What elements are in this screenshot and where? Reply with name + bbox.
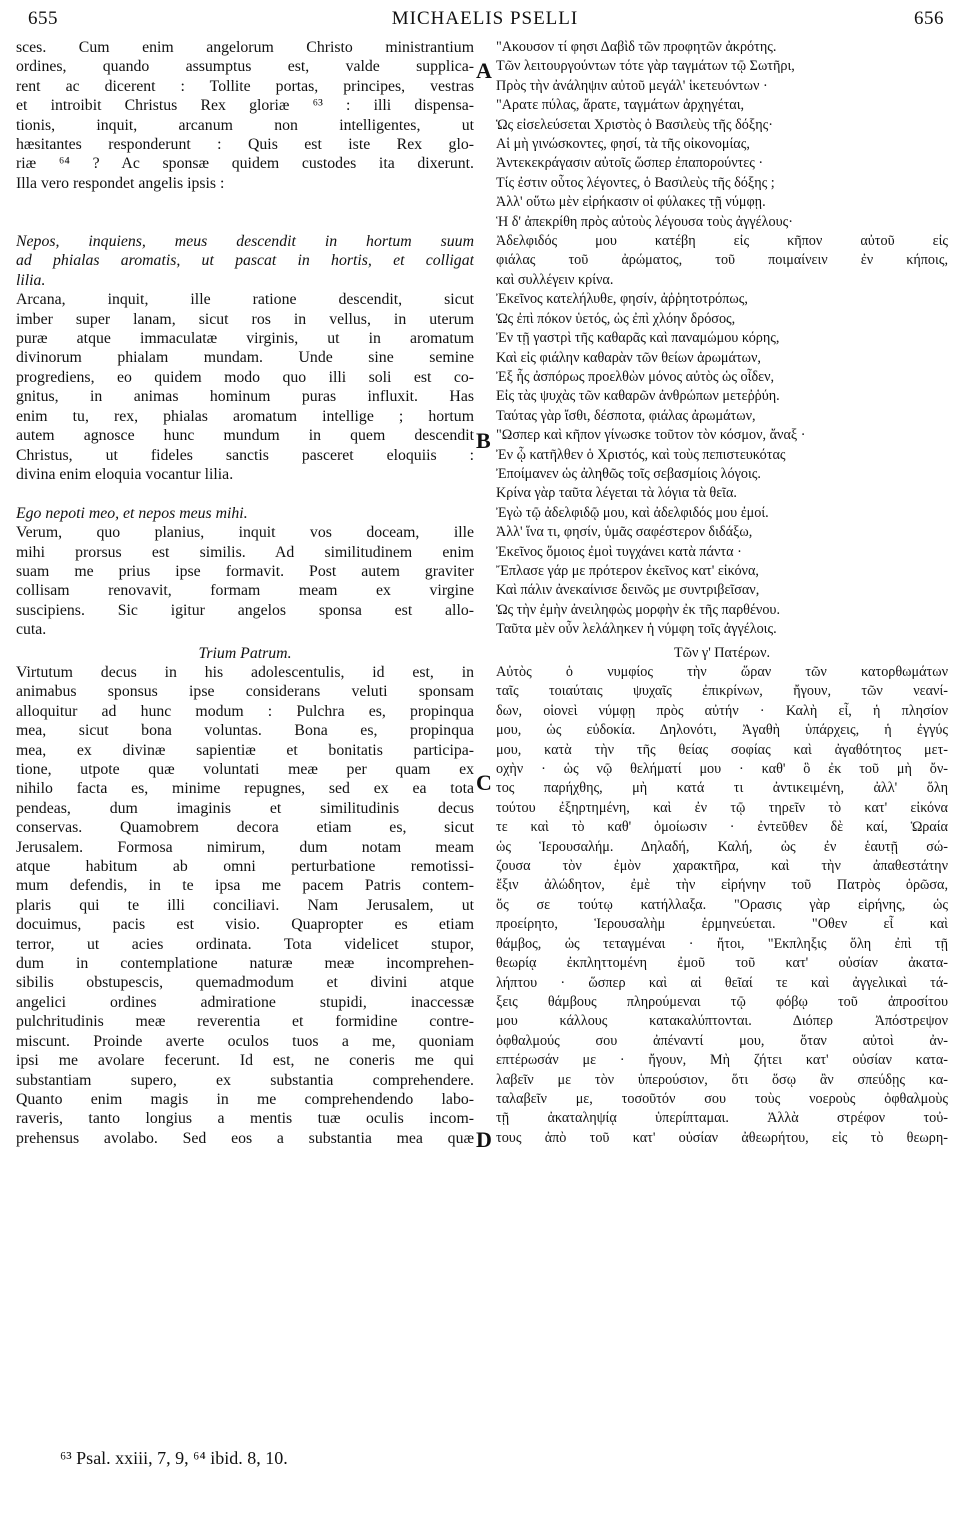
greek-line: Πρὸς τὴν ἀνάληψιν αὐτοῦ μεγάλ' ἱκετευόντων · [496, 77, 768, 94]
greek-line: επτέρωσάν με · ἤγουν, Μὴ ζήτει κατ' οὐσίαν κατα- [496, 1052, 948, 1069]
latin-line: alloquitur ad hunc modum : Pulchra es, propinqua [16, 702, 474, 720]
greek-line: Ἐκεῖνος ὅμοιος ἐμοὶ τυγχάνει κατὰ πάντα · [496, 543, 742, 560]
greek-line: μου κάλλους κατακαλύπτονται. Διόπερ Ἀπόστρεψον [496, 1013, 948, 1030]
latin-line: Illa vero respondet angelis ipsis : [16, 174, 225, 192]
latin-line: atque habitum ab omni perturbatione remotissi- [16, 858, 474, 876]
greek-line: Ἀλλ' ἵνα τι, φησίν, ὑμᾶς σαφέστερον διδάξω, [496, 524, 753, 541]
footnote: ⁶³ Psal. xxiii, 7, 9, ⁶⁴ ibid. 8, 10. [60, 1448, 288, 1468]
page-header [18, 8, 952, 34]
latin-column [16, 38, 474, 1148]
latin-line: pulchritudinis meæ reverentia et formidine contre- [16, 1013, 474, 1031]
latin-line: Jerusalem. Formosa nimirum, dum notam meam [16, 838, 474, 856]
latin-line: riæ ⁶⁴ ? Ac sponsæ quidem custodes ita dixerunt. [16, 155, 474, 173]
latin-line: mea, ex divinæ sapientiæ et bonitatis participa- [16, 741, 474, 759]
running-title: MICHAELIS PSELLI [391, 8, 579, 29]
latin-line: docuimus, pacis est visio. Quapropter es etiam [16, 916, 474, 934]
greek-line: ταῖς τοιαύταις ψυχαῖς ἐπικρίνων, ἤγουν, τῶν νεανί- [496, 683, 948, 700]
section-heading: Trium Patrum. [198, 644, 292, 662]
latin-line: progrediens, eo quidem modo quo illi soli est co- [16, 368, 474, 386]
greek-line: "Ακουσον τί φησι Δαβὶδ τῶν προφητῶν ἀκρότης. [496, 39, 777, 55]
latin-line: conservas. Quamobrem decora etiam es, sicut [16, 819, 474, 837]
greek-line: Τῶν λειτουργούντων τότε γὰρ ταγμάτων τῷ Σωτῆρι, [496, 58, 795, 75]
latin-line: angelici ordines admiratione stupidi, inaccessæ [16, 993, 474, 1011]
greek-line: ὅς σε τούτῳ κατήλλαξα. "Ορασις γὰρ εἰρήνης, ὡς [496, 896, 948, 913]
greek-line: Ταύτας γὰρ ἴσθι, δέσποτα, φιάλας ἀρωμάτων, [496, 407, 756, 424]
latin-line: dum in contemplatione naturæ meæ incomprehen- [16, 955, 474, 973]
latin-line: ipsi me avolare fecerunt. Id est, ne coneris me qui [16, 1052, 474, 1070]
latin-line: Ego nepoti meo, et nepos meus mihi. [16, 504, 248, 522]
greek-line: ὡς Ἱερουσαλήμ. Δηλαδή, Καλή, ὡς ἐν ἑαυτῇ σώ- [496, 838, 948, 855]
latin-line: mea, sicut bona voluntas. Bona es, propinqua [16, 722, 474, 740]
greek-line: Ἐξ ἧς ἀσπόρως προελθὼν μόνος αὐτὸς ὡς οἶδεν, [496, 368, 775, 385]
latin-line: tione, utpote quæ voluntati meæ per quam ex [16, 761, 474, 778]
greek-line: Ἀδελφιδός μου κατέβη εἰς κῆπον αὐτοῦ εἰς [496, 233, 948, 250]
latin-line: et introibit Christus Rex gloriæ ⁶³ : illi dispensa- [16, 97, 474, 115]
latin-line: enim tu, rex, phialas aromatum intellige ; hortum [16, 407, 474, 425]
greek-line: Αἱ μὴ γινώσκοντες, φησί, τὰ τῆς οἰκονομίας, [496, 136, 750, 153]
greek-line: Εἰς τὰς ψυχὰς τῶν καθαρῶν ἀνθρώπων μετεῤῥύη. [496, 388, 780, 405]
greek-line: Ταῦτα μὲν οὖν λελάληκεν ἡ νύμφη τοῖς ἀγγέλοις. [496, 621, 777, 638]
greek-line: ξεις θάμβους πληρούμεναι τῷ φόβῳ τοῦ ἀπροσίτου [496, 993, 948, 1010]
greek-line: Ἡ δ' ἀπεκρίθη πρὸς αὐτοὺς λέγουσα τοὺς ἀγγέλους· [496, 213, 793, 230]
greek-line: Ἀλλ' οὕτω μὲν εἰρήκασιν οἱ φύλακες τῇ νύμφῃ. [496, 194, 766, 211]
greek-line: Ὡς τὴν ἐμὴν ἀνειληφὼς μορφὴν ἐκ τῆς παρθένου. [496, 601, 780, 618]
greek-line: φιάλας τοῦ ἀρώματος, τοῦ ποιμαίνειν ἐν κήποις, [496, 252, 948, 269]
latin-line: suam me prius ipse formavit. Post autem graviter [16, 562, 474, 580]
latin-line: rent ac dicerent : Tollite portas, principes, vestras [16, 77, 474, 95]
greek-line: τῇ ἀκαταληψίᾳ ὑπερίπταμαι. Ἀλλὰ στρέφον τοὐ- [496, 1110, 948, 1127]
latin-line: collisam renovavit, formam meam ex virgine [16, 582, 474, 600]
latin-line: Verum, quo planius, inquit vos doceam, ille [16, 524, 474, 542]
greek-line: τούτου ἐξηρτημένη, καὶ ἐν τῷ τηρεῖν τὸ κατ' εἰκόνα [496, 799, 948, 816]
latin-line: nihilo facta es, minime repugnes, sed ex ea tota [16, 780, 474, 798]
margin-marker-b: B [476, 428, 491, 453]
greek-line: Ἐκεῖνος κατελήλυθε, φησίν, ἀῤῥητοτρόπως, [496, 291, 748, 308]
latin-line: puræ atque immaculatæ virginis, ut in aromatum [16, 330, 474, 348]
latin-line: miscunt. Proinde averte oculos tuos a me, quoniam [16, 1032, 474, 1050]
latin-line: Quanto enim magis in me comprehendendo labo- [16, 1090, 474, 1108]
greek-line: Ἀντεκεκράγασιν αὐτοῖς ὥσπερ ἐπαπορούντες · [496, 155, 764, 172]
greek-line: Κρίνα γὰρ ταῦτα λέγεται τὰ λόγια τὰ θεῖα. [496, 485, 737, 502]
greek-line: λήπτου · ὥσπερ καὶ αἱ θεῖαί τε καὶ ἀγγελικαὶ τά- [496, 974, 948, 991]
latin-line: suscipiens. Sic igitur angelos sponsa est allo- [16, 601, 474, 619]
greek-line: Ἐν τῇ γαστρὶ τῆς καθαρᾶς καὶ παναμώμου κόρης, [496, 330, 780, 347]
greek-line: Ὡς εἰσελεύσεται Χριστὸς ὁ Βασιλεὺς τῆς δόξης· [496, 116, 773, 133]
latin-line: plaris qui te illi conciliavi. Nam Jerusalem, ut [16, 896, 474, 914]
greek-line: ταλαβεῖν με, τοσοῦτόν σου τοὺς νοεροὺς ὀφθαλμοὺς [496, 1090, 948, 1107]
greek-line: οχὴν · ὡς νῷ θελήματί μου · καθ' ὃ ἐκ τοῦ μὴ ὄν- [496, 761, 948, 778]
greek-line: καὶ συλλέγειν κρίνα. [496, 271, 614, 288]
latin-line: gnitus, in animas hominum puras influxit. Has [16, 388, 474, 406]
margin-marker-c: C [476, 770, 492, 795]
greek-line: μου, κατὰ τὴν τῆς θείας σοφίας καὶ ἀγαθότητος μετ- [496, 741, 948, 758]
latin-line: Nepos, inquiens, meus descendit in hortum suum [16, 233, 474, 251]
latin-line: Christus, ut fideles sanctis pasceret eloquiis : [16, 446, 474, 464]
greek-line: Αὐτὸς ὁ νυμφίος τὴν ὥραν τῶν κατορθωμάτων [496, 664, 948, 680]
greek-line: Ὡς ἐπὶ πόκον ὑετός, ὡς ἐπὶ χλόην δρόσος, [496, 310, 736, 327]
greek-line: Τίς ἐστιν οὗτος λέγοντες, ὁ Βασιλεὺς τῆς δόξης ; [496, 174, 775, 191]
latin-line: prehensus avolabo. Sed eos a substantia mea quæ [16, 1129, 474, 1147]
latin-line: divinorum phialam mundam. Unde sine semine [16, 349, 474, 367]
latin-line: raveris, tanto longius a mentis tuæ oculis incom- [16, 1110, 474, 1128]
greek-line: Ἐγὼ τῷ ἀδελφιδῷ μου, καὶ ἀδελφιδός μου ἐμοί. [496, 504, 769, 521]
greek-line: τος παρήχθης, μὴ κατά τι ἀντικειμένη, ἀλλ' ὅλη [496, 780, 948, 797]
latin-line: divina enim eloquia vocantur lilia. [16, 465, 234, 483]
latin-line: Virtutum decus in his adolescentulis, id est, in [16, 663, 474, 681]
greek-line: μου, ὡς εὐδοκία. Δηλονότι, Ἀγαθὴ ὑπάρχεις, ἡ ἐγγύς [496, 722, 948, 739]
latin-line: animabus sponsus ipse considerans veluti sponsam [16, 683, 474, 701]
greek-line: Ἐν ᾧ κατῆλθεν ὁ Χριστός, καὶ τοὺς πεπιστευκότας [496, 446, 786, 463]
latin-line: Arcana, inquit, ille ratione descendit, sicut [16, 291, 474, 309]
greek-line: ἕξιν ἀλώδητον, ἐμὲ τὴν εἰρήνην τοῦ Πατρὸς ὁρῶσα, [496, 877, 948, 894]
greek-line: Καὶ πάλιν ἀνεκαίνισε δεινῶς με συντριβεῖσαν, [496, 582, 760, 599]
latin-line: cuta. [16, 621, 47, 639]
greek-line: θεωρίᾳ ἐκπληττομένη ἐμοῦ τοῦ κατ' οὐσίαν ἀκατα- [496, 955, 948, 972]
section-heading: Τῶν γ' Πατέρων. [673, 644, 771, 661]
greek-line: Καὶ εἰς φιάλην καθαρὰν τῶν θείων ἀρωμάτων, [496, 349, 761, 366]
latin-line: terror, ut acies ordinata. Tota videlicet stupor, [16, 935, 474, 953]
greek-line: Ἐποίμανεν ὡς ἀληθῶς τοῖς σεβασμίοις λόγοις. [496, 465, 761, 482]
greek-line: δων, οἱονεὶ νύμφῃ πρὸς αὐτήν · Καλὴ εἶ, ἡ πλησίον [496, 702, 948, 719]
latin-line: sibilis obstupescis, quemadmodum et divini atque [16, 974, 474, 992]
greek-line: θάμβος, ὡς τεταγμέναι · ἤτοι, "Εκπληξις ὅλη ἐπὶ τῇ [496, 935, 948, 952]
latin-line: imber super lanam, sicut ros in vellus, in uterum [16, 310, 474, 328]
greek-line: προείρητο, Ἱερουσαλὴμ ἑρμηνεύεται. "Οθεν εἶ καὶ [496, 916, 948, 933]
greek-column [496, 38, 948, 1148]
latin-line: ordines, quando assumptus est, valde supplica- [16, 58, 474, 76]
latin-line: lilia. [16, 271, 46, 289]
greek-line: Ἔπλασε γάρ με πρότερον ἐκεῖνος κατ' εἰκόνα, [496, 562, 759, 579]
greek-line: ὀφθαλμούς σου ἀπέναντί μου, ὅταν αὐτοὶ ἀν- [496, 1032, 948, 1049]
latin-line: mum defendis, in te ipsa me pacem Patris contem- [16, 877, 474, 895]
latin-line: ad phialas aromatis, ut pascat in hortis, et colligat [16, 252, 474, 270]
margin-marker-d: D [476, 1127, 492, 1152]
margin-marker-a: A [476, 58, 492, 83]
greek-line: λαβεῖν με τὸν ὑπερούσιον, ὅτι ὅσῳ ἂν σπεύδῃς κα- [496, 1071, 948, 1088]
greek-line: "Ωσπερ καὶ κῆπον γίνωσκε τοῦτον τὸν κόσμον, ἄναξ · [496, 427, 806, 444]
latin-line: hæsitantes responderunt : Quis est iste Rex glo- [16, 136, 474, 154]
latin-line: tionis, inquit, arcanum non intelligentes, ut [16, 116, 474, 134]
latin-line: autem agnosce hunc mundum in quem descendit [16, 427, 474, 445]
left-page-number: 655 [28, 8, 58, 29]
latin-line: sces. Cum enim angelorum Christo ministrantium [16, 39, 474, 56]
greek-line: "Αρατε πύλας, ἄρατε, ταγμάτων ἀρχηγέται, [496, 97, 745, 114]
latin-line: pendeas, dum imaginis et similitudinis decus [16, 799, 474, 817]
greek-line: τους ἀπὸ τοῦ κατ' οὐσίαν ἀθεωρήτου, εἰς τὸ θεωρη- [496, 1129, 948, 1146]
greek-line: ζουσα τὸν ἐμὸν χαρακτῆρα, καὶ τὴν ἀπαθεστάτην [496, 858, 948, 875]
greek-line: τε καὶ τὸ καθ' ὁμοίωσιν · ἐντεῦθεν δὲ καί, Ὡραία [496, 819, 948, 836]
right-page-number: 656 [914, 8, 944, 29]
latin-line: mihi prorsus est similis. Ad similitudinem enim [16, 543, 474, 561]
latin-line: substantiam supero, ex substantia comprehendere. [16, 1071, 474, 1089]
